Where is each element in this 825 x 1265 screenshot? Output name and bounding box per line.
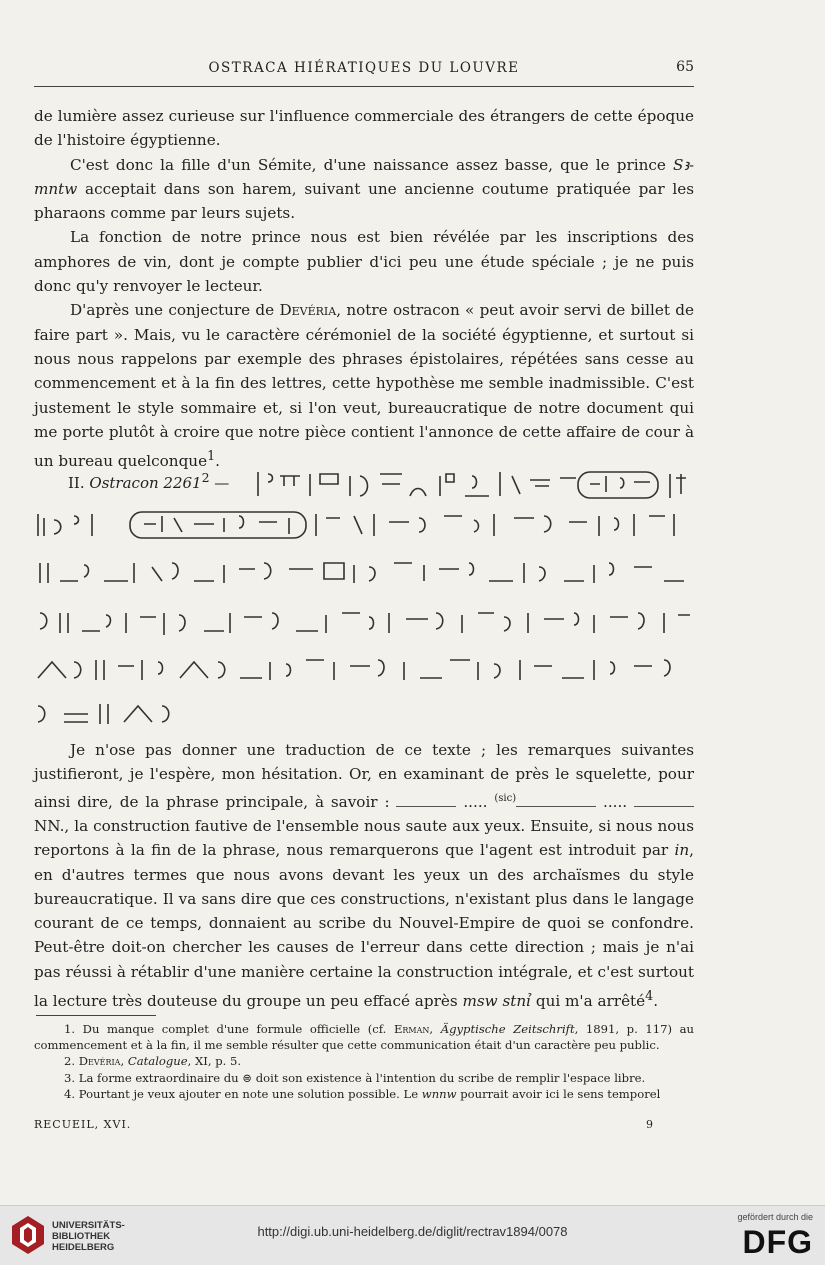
hieroglyph-line-4 [34,603,694,639]
catalogue-title: Catalogue [127,1054,188,1069]
signature-number: 9 [646,1118,654,1131]
footnote-4 [34,1086,694,1102]
hieroglyphs-image-4 [34,603,694,639]
ub-line-3: HEIDELBERG [52,1242,115,1253]
ostracon-dash: — [209,474,230,492]
page-number: 65 [676,59,694,75]
paragraph-1: de lumière assez curieuse sur l'influence commerciale des étrangers de cette époque de l'histoire égyptienne. [34,107,694,150]
paragraph-2-text-b: acceptait dans son harem, suivant une ancienne coutume pratiquée par les pharaons comme par leurs sujets. [34,179,694,223]
footnote-ref-4: 4 [645,988,654,1004]
footnote-2-c: , XI, p. 5. [187,1054,242,1069]
ellipsis-2: ..... [596,792,635,811]
paragraph-2-text-a: C'est donc la fille d'un Sémite, d'une naissance assez basse, que le prince [70,155,674,174]
term-msw-stni: msw stnỉ [462,992,532,1011]
footnote-2-b: , [120,1054,128,1069]
footnote-1-c: , 1891, p. 117) au commencement et à la fin, il me semble résulter que cette communication était d'un caractère peu public. [34,1022,695,1053]
paragraph-4-text-a: D'après une conjecture de [70,301,280,320]
main-text-upper [34,104,694,474]
permalink-url[interactable]: http://digi.ub.uni-heidelberg.de/diglit/rectrav1894/0078 [257,1224,568,1239]
paragraph-3: La fonction de notre prince nous est bien révélée par les inscriptions des amphores de vin, dont je compte publier d'ici peu une étude spéciale ; je ne puis donc qu'y renvoyer le lecteur. [34,228,694,296]
paragraph-5 [34,738,694,1013]
hieroglyph-line-6 [34,694,184,730]
main-text-lower [34,738,694,1013]
hieroglyph-line-3 [34,553,694,589]
footnote-rule [36,1015,156,1016]
hieroglyph-line-5 [34,650,694,686]
footer-bar [0,1205,825,1265]
word-wnnw: wnnw [421,1086,457,1101]
ellipsis-1: ..... [463,792,495,811]
footnote-2 [34,1053,694,1069]
paragraph-5-text-c: qui m'a arrêté [531,992,646,1011]
ub-line-1: UNIVERSITÄTS- [52,1220,125,1231]
header-rule [34,86,694,87]
footnote-1-b: , [429,1022,441,1036]
footnote-ref-1: 1 [207,448,216,464]
author-erman: Erman [393,1022,430,1036]
paragraph-4-text-b: , notre ostracon « peut avoir servi de billet de faire part ». Mais, vu le caractère cérémoniel de la société égyptienne, et surtout si nous nous rappelons par exemple des phrases épistolaires, répétées sans cesse au commencement et à la fin des lettres, cette hypothèse me semble inadmissible. C'est justement le style sommaire et, si l'on veut, bureaucratique de notre document qui me porte plutôt à croire que notre pièce contient l'annonce de cette affaire de cour à un bureau quelconque [34,301,694,471]
hieroglyph-line-1 [250,466,694,502]
paragraph-5-text-b: , en d'autres termes que nous avons devant les yeux un des archaïsmes du style bureaucratique. Il va sans dire que ces constructions, n'existant plus dans le langage courant de ce temps, donnaient au scribe du Nouvel-Empire de quoi se confondre. Peut-être doit-on chercher les causes de l'erreur dans cette direction ; mais je n'ai pas réussi à rétablir d'une manière certaine la construction intégrale, et c'est surtout la lecture très douteuse du groupe un peu effacé après [34,841,694,1011]
paragraph-4 [34,298,694,473]
prince-name: Sꜣ-mntw [34,155,694,198]
footnote-1 [34,1021,694,1053]
paragraph-5-text-nn: NN., la construction fautive de l'ensemble nous saute aux yeux. Ensuite, si nous nous reportons à la fin de la phrase, nous remarquerons que l'agent est introduit par [34,816,694,860]
footnote-ref-2: 2 [201,470,210,485]
footnote-3: 3. La forme extraordinaire du ⊜ doit son existence à l'intention du scribe de remplir l'espace libre. [64,1070,646,1085]
word-in: in [674,841,690,860]
footnote-4-a: 4. Pourtant je veux ajouter en note une solution possible. Le [64,1086,422,1101]
paragraph-5-end: . [653,992,659,1011]
author-deveria-fn: Devéria [78,1054,121,1069]
ub-line-2: BIBLIOTHEK [52,1231,111,1242]
footnote-4-b: pourrait avoir ici le sens temporel [456,1086,661,1101]
footnote-2-a: 2. [64,1054,79,1069]
hieroglyphs-image [250,466,694,502]
ostracon-number: II. [68,474,85,492]
ostracon-title: Ostracon 2261 [89,474,202,492]
signature-recueil: RECUEIL, XVI. [34,1118,132,1131]
running-header [34,58,694,82]
author-deveria: Devéria [279,301,337,320]
journal-title: Ägyptische Zeitschrift [440,1022,575,1036]
footnotes [34,1021,694,1102]
footnote-1-a: 1. Du manque complet d'une formule officielle (cf. [64,1022,394,1036]
hieroglyphs-image-5 [34,650,694,686]
paragraph-5-text-a: Je n'ose pas donner une traduction de ce texte ; les remarques suivantes justifieront, je l'espère, mon hésitation. Or, en examinant de près le squelette, pour ainsi dire, de la phrase principale, à savoir : [34,741,694,811]
running-title: OSTRACA HIÉRATIQUES DU LOUVRE [208,60,520,76]
hieroglyphs-image-2 [34,506,694,542]
hieroglyph-inline-2 [516,794,596,807]
hieroglyphs-image-6 [34,694,184,730]
sic-note: (sic) [494,792,517,804]
dfg-logo: DFG [742,1224,813,1260]
dfg-caption: gefördert durch die [737,1212,813,1222]
hieroglyphs-image-3 [34,553,694,589]
signature-line [34,1118,694,1131]
hieroglyph-inline-3 [634,794,694,807]
paragraph-2 [34,153,694,226]
paragraph-4-end: . [215,452,220,471]
ostracon-heading [68,470,229,492]
hieroglyph-line-2 [34,506,694,542]
hieroglyph-inline-1 [396,794,456,807]
